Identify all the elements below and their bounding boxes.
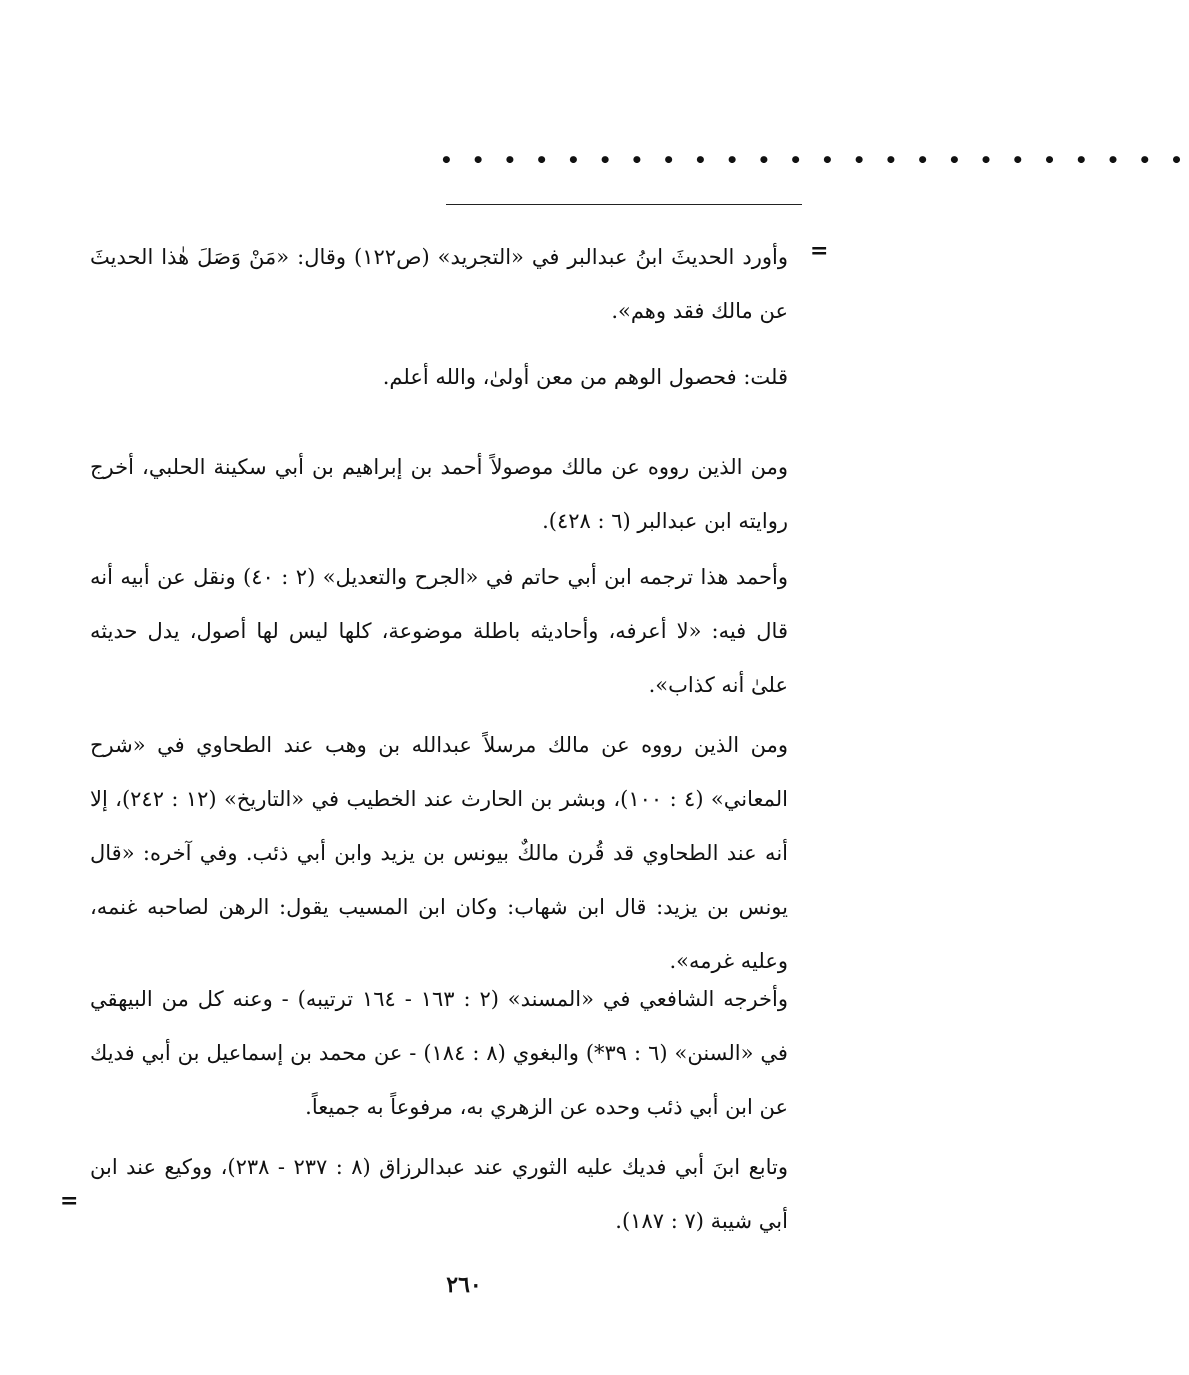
separator-dots: • • • • • • • • • • • • • • • • • • • • • • • •: [440, 148, 1189, 172]
footnote-paragraph-4: وأحمد هذا ترجمه ابن أبي حاتم في «الجرح والتعديل» (٢ : ٤٠) ونقل عن أبيه أنه قال فيه: «لا أعرفه، وأحاديثه باطلة موضوعة، كلها ليس لها أصول، يدل حديثه علىٰ أنه كذاب».: [90, 565, 788, 697]
footnote-paragraph-1: وأورد الحديثَ ابنُ عبدالبر في «التجريد» (ص١٢٢) وقال: «مَنْ وَصَلَ هٰذا الحديثَ عن مالك فقد وهم».: [90, 245, 788, 323]
continuation-mark-top: =: [810, 238, 829, 264]
footnote-paragraph-6: وأخرجه الشافعي في «المسند» (٢ : ١٦٣ - ١٦٤ ترتيبه) - وعنه كل من البيهقي في «السنن» (٦ : ٣٩*) والبغوي (٨ : ١٨٤) - عن محمد بن إسماعيل بن أبي فديك عن ابن أبي ذئب وحده عن الزهري به، مرفوعاً به جميعاً.: [90, 987, 789, 1119]
continuation-mark-bottom: =: [60, 1188, 79, 1214]
footnote-paragraph-7: وتابع ابنَ أبي فديك عليه الثوري عند عبدالرزاق (٨ : ٢٣٧ - ٢٣٨)، ووكيع عند ابن أبي شيبة (٧ : ١٨٧).: [90, 1155, 788, 1233]
page-number: ٢٦٠: [446, 1272, 482, 1298]
footnote-paragraph-5: ومن الذين رووه عن مالك مرسلاً عبدالله بن وهب عند الطحاوي في «شرح المعاني» (٤ : ١٠٠)، وبشر بن الحارث عند الخطيب في «التاريخ» (١٢ : ٢٤٢)، إلا أنه عند الطحاوي قد قُرن مالكٌ بيونس بن يزيد وابن أبي ذئب. وفي آخره: «قال يونس بن يزيد: قال ابن شهاب: وكان ابن المسيب يقول: الرهن لصاحبه غنمه، وعليه غرمه».: [90, 733, 788, 973]
footnote-paragraph-3: ومن الذين رووه عن مالك موصولاً أحمد بن إبراهيم بن أبي سكينة الحلبي، أخرج روايته ابن عبدالبر (٦ : ٤٢٨).: [90, 455, 788, 533]
footnote-rule: [446, 204, 802, 205]
footnote-paragraph-2: قلت: فحصول الوهم من معن أولىٰ، والله أعلم.: [382, 365, 788, 389]
